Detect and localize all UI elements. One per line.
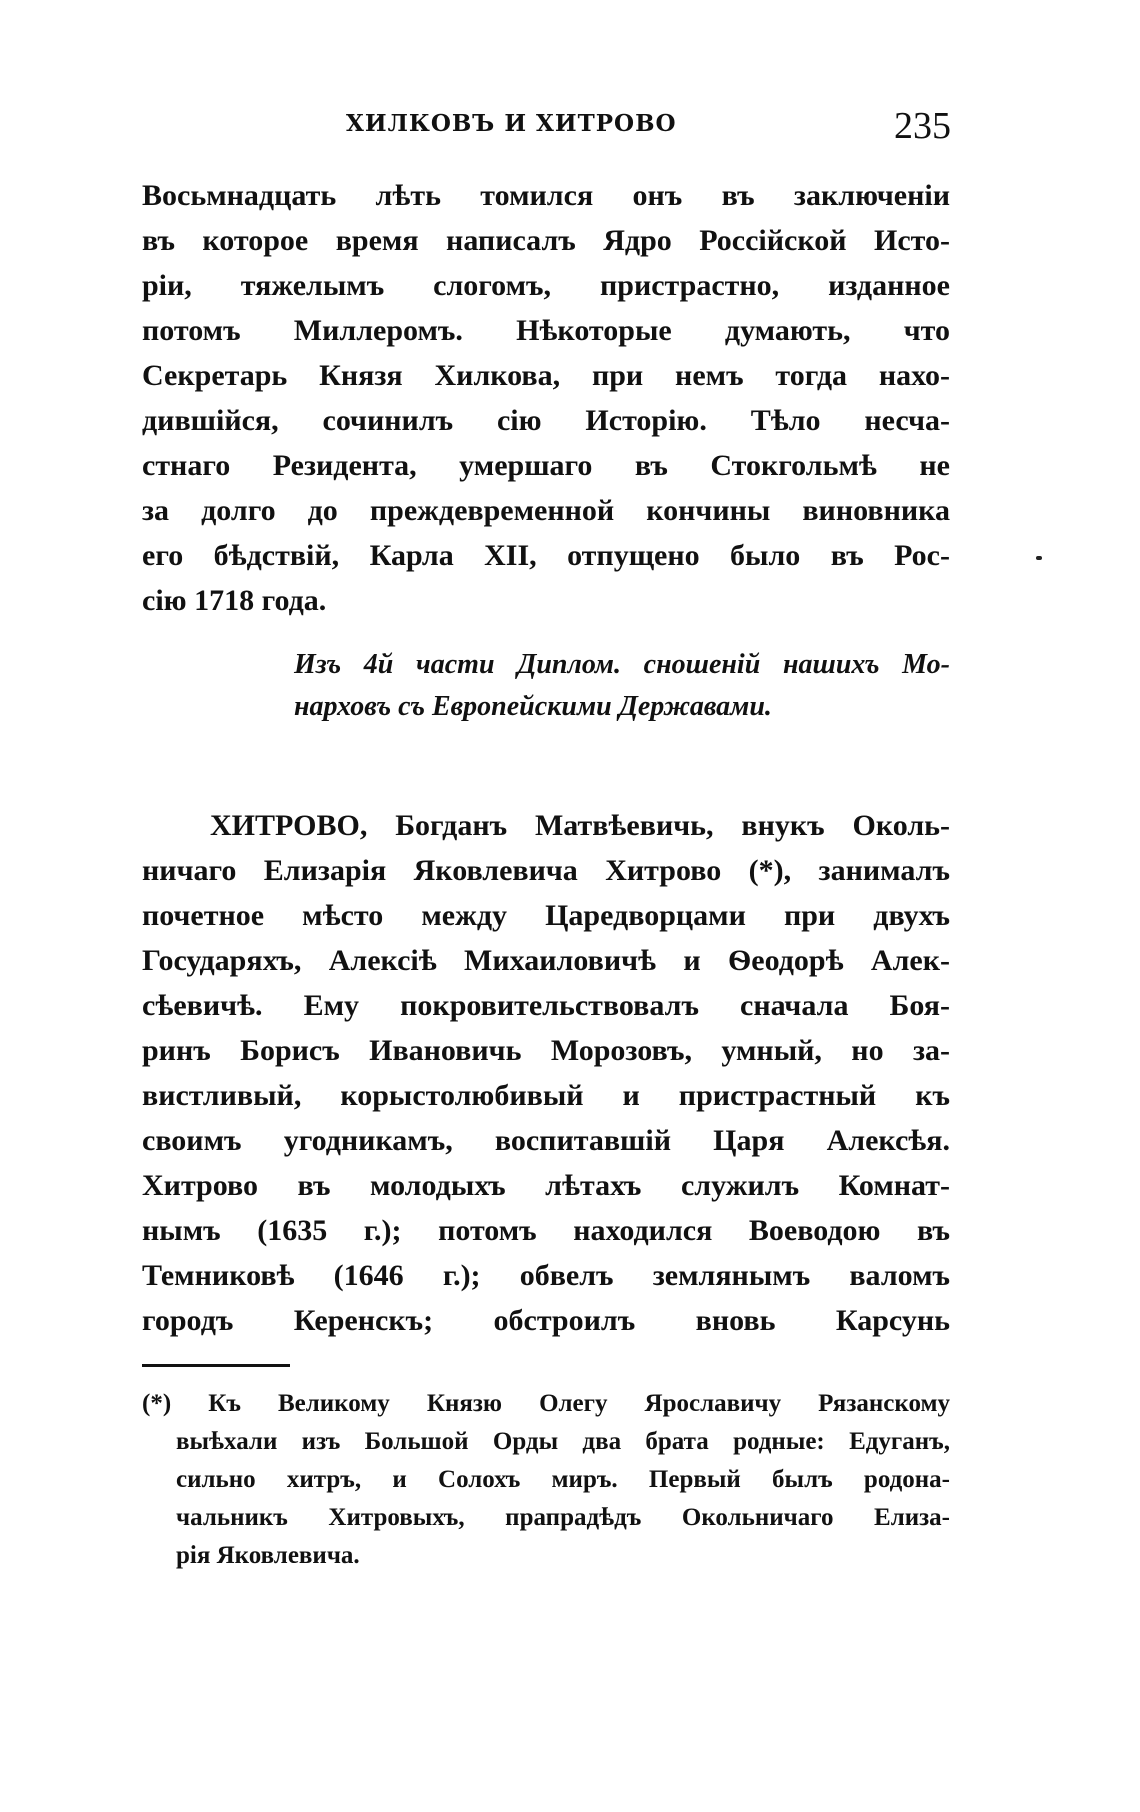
text-line: потомъ Миллеромъ. Нѣкоторые думають, что (142, 314, 950, 347)
text-line: ріи, тяжелымъ слогомъ, пристрастно, изданное (142, 269, 950, 302)
footnote-rule (142, 1364, 290, 1367)
text-line: почетное мѣсто между Царедворцами при двухъ (142, 899, 950, 932)
text-line: стнаго Резидента, умершаго въ Стокгольмѣ не (142, 449, 950, 482)
running-title: ХИЛКОВЪ И ХИТРОВО (346, 110, 677, 137)
text-line: Темниковѣ (1646 г.); обвелъ землянымъ валомъ (142, 1259, 950, 1292)
text-line: за долго до преждевременной кончины виновника (142, 494, 950, 527)
text-line: ринъ Борисъ Ивановичь Морозовъ, умный, но за- (142, 1034, 950, 1067)
footnote-line: рія Яковлевича. (176, 1542, 360, 1569)
text-line: Государяхъ, Алексіѣ Михаиловичѣ и Ѳеодорѣ Алек- (142, 944, 950, 977)
text-line: городъ Керенскъ; обстроилъ вновь Карсунь (142, 1304, 950, 1337)
footnote-line: чальникъ Хитровыхъ, прапрадѣдъ Окольничаго Елиза- (176, 1504, 950, 1531)
text-line: Хитрово въ молодыхъ лѣтахъ служилъ Комнат- (142, 1169, 950, 1202)
citation-line: Изъ 4й части Диплом. сношеній нашихъ Мо- (294, 649, 950, 680)
footnote-line: выѣхали изъ Большой Орды два брата родные: Едуганъ, (176, 1428, 950, 1455)
text-line: сію 1718 года. (142, 584, 327, 617)
text-line: дившійся, сочинилъ сію Исторію. Тѣло несча- (142, 404, 950, 437)
text-line: въ которое время написалъ Ядро Россійской Исто- (142, 224, 950, 257)
text-line: своимъ угодникамъ, воспитавшій Царя Алексѣя. (142, 1124, 950, 1157)
text-line: ХИТРОВО, Богданъ Матвѣевичь, внукъ Околь- (210, 809, 950, 842)
text-line: его бѣдствій, Карла XII, отпущено было въ Рос- (142, 539, 950, 572)
text-line: Восьмнадцать лѣть томился онъ въ заключеніи (142, 179, 950, 212)
ink-speck (1036, 556, 1042, 560)
footnote-line: (*) Къ Великому Князю Олегу Ярославичу Рязанскому (142, 1390, 950, 1417)
page-number: 235 (894, 105, 951, 147)
text-line: вистливый, корыстолюбивый и пристрастный къ (142, 1079, 950, 1112)
text-line: Секретарь Князя Хилкова, при немъ тогда нахо- (142, 359, 950, 392)
citation-line: нарховъ съ Европейскими Державами. (294, 691, 772, 722)
footnote-line: сильно хитръ, и Солохъ миръ. Первый былъ родона- (176, 1466, 950, 1493)
text-line: нымъ (1635 г.); потомъ находился Воеводою въ (142, 1214, 950, 1247)
text-line: ничаго Елизарія Яковлевича Хитрово (*), занималъ (142, 854, 950, 887)
text-line: сѣевичѣ. Ему покровительствовалъ сначала Боя- (142, 989, 950, 1022)
